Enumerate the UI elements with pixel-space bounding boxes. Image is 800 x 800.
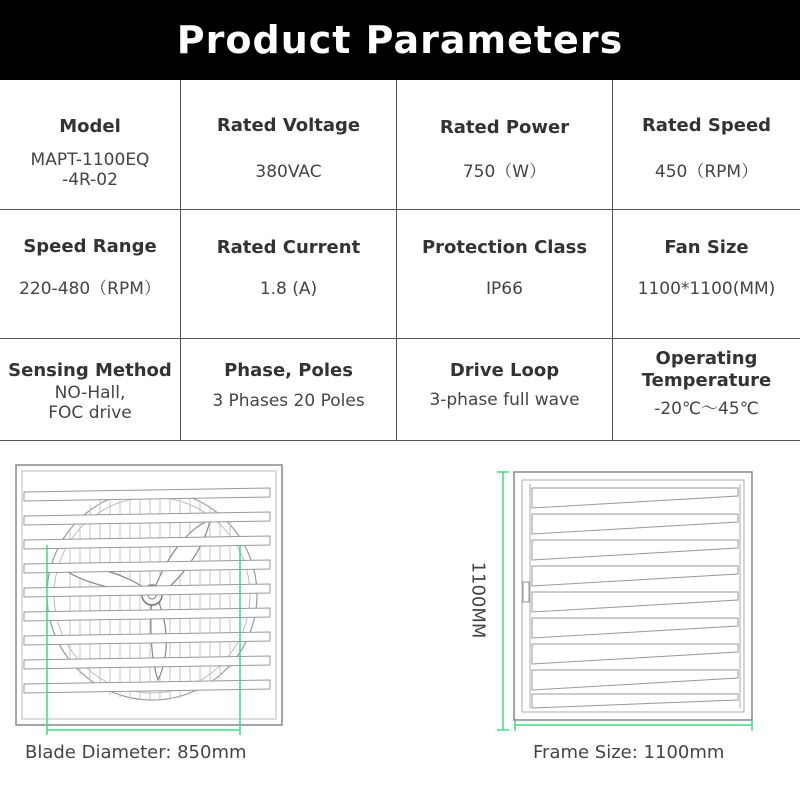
param-cell-phase-poles [180, 338, 396, 440]
param-value: 220-480（RPM） [19, 279, 161, 299]
param-label: Fan Size [664, 237, 749, 258]
param-cell-rated-current [180, 209, 396, 338]
page-title: Product Parameters [176, 18, 624, 62]
table-row [0, 80, 800, 210]
frame-height-label: 1100MM [467, 561, 489, 639]
frame-size-caption: Frame Size: 1100mm [533, 742, 725, 763]
param-value: 1100*1100(MM) [637, 279, 776, 299]
param-cell-drive-loop [396, 338, 612, 440]
param-value: 3-phase full wave [429, 390, 580, 410]
param-label: Speed Range [23, 236, 157, 257]
param-label: Rated Power [439, 117, 570, 138]
param-cell-sensing-method [0, 338, 180, 440]
param-label: Drive Loop [449, 360, 560, 381]
param-value: MAPT-1100EQ [30, 150, 150, 170]
param-cell-rated-power [396, 80, 612, 209]
param-cell-protection-class [396, 209, 612, 338]
table-row [0, 338, 800, 440]
param-cell-rated-speed [612, 80, 800, 209]
table-row [0, 209, 800, 339]
param-value: IP66 [486, 279, 523, 299]
shutter-frame-diagram [467, 460, 770, 750]
param-value: -20℃～45℃ [654, 399, 759, 419]
param-cell-operating-temperature [612, 338, 800, 440]
param-cell-rated-voltage [180, 80, 396, 209]
param-label: Operating Temperature [641, 348, 772, 391]
param-label: Phase, Poles [224, 360, 353, 381]
param-value: 750（W） [462, 162, 547, 182]
param-cell-speed-range [0, 209, 180, 338]
param-label: Sensing Method [8, 360, 172, 381]
param-label: Rated Current [216, 237, 361, 258]
header-banner [0, 0, 800, 80]
param-value: 1.8 (A) [259, 279, 318, 299]
blade-diameter-caption: Blade Diameter: 850mm [25, 742, 247, 763]
param-value: NO-Hall, [54, 383, 126, 403]
param-label: Protection Class [421, 237, 588, 258]
param-value: 3 Phases 20 Poles [212, 391, 365, 411]
param-value: 450（RPM） [654, 162, 759, 182]
parameters-table [0, 80, 800, 441]
param-label: Model [59, 116, 121, 137]
param-cell-fan-size [612, 209, 800, 338]
fan-front-view-diagram [0, 450, 300, 750]
param-value: 380VAC [255, 162, 322, 182]
param-cell-model [0, 80, 180, 209]
param-label: Rated Speed [641, 115, 772, 136]
param-value: -4R-02 [62, 170, 118, 190]
param-value: FOC drive [48, 403, 132, 423]
param-label: Rated Voltage [216, 115, 361, 136]
